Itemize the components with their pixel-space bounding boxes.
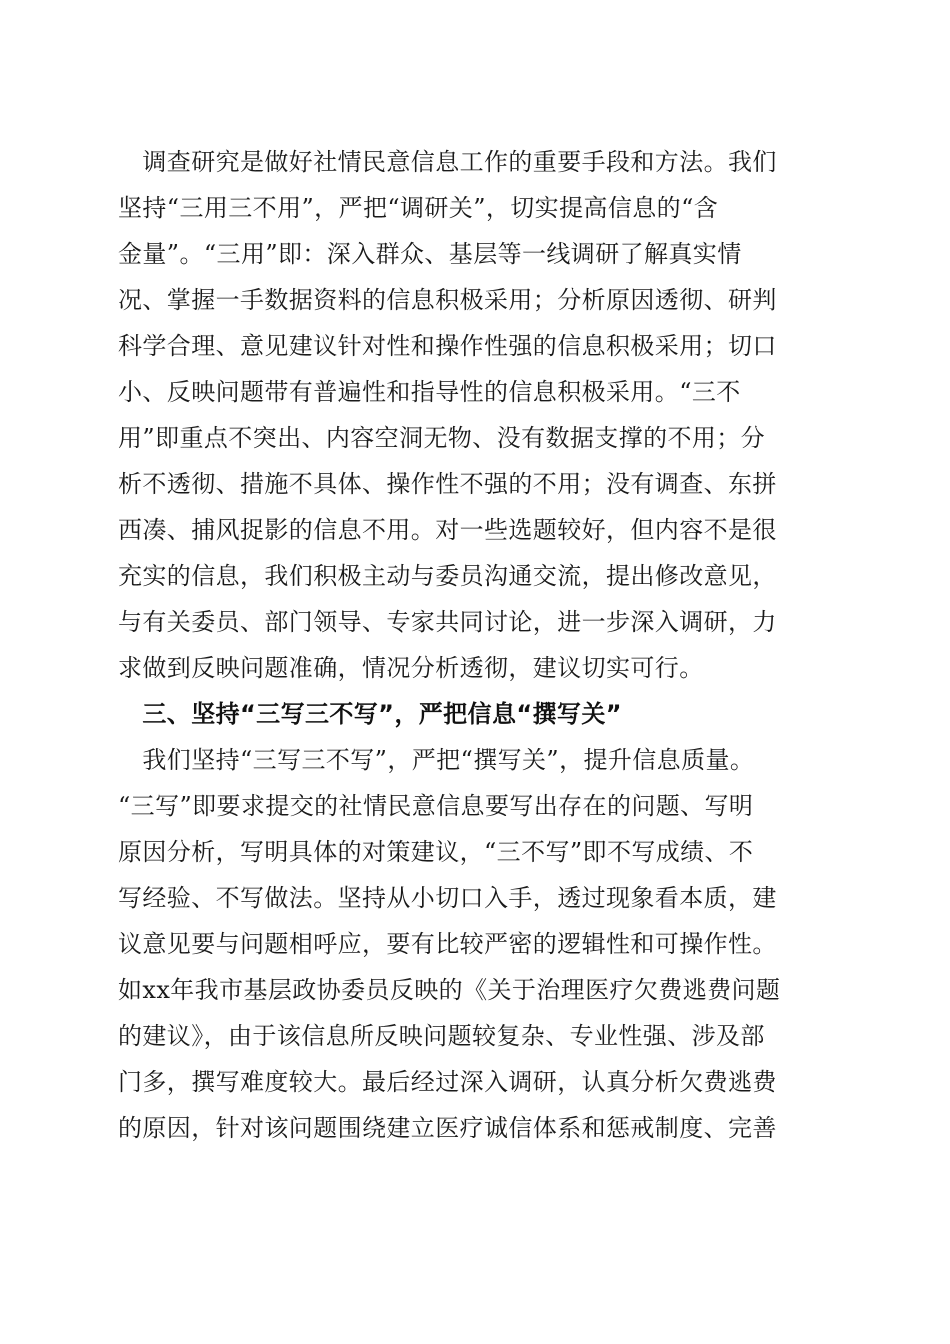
paragraph-line: 析不透彻、措施不具体、操作性不强的不用；没有调查、东拼 — [118, 470, 777, 498]
paragraph-line: 写经验、不写做法。坚持从小切口入手，透过现象看本质，建 — [118, 884, 777, 912]
paragraph-line: 西凑、捕风捉影的信息不用。对一些选题较好，但内容不是很 — [118, 516, 777, 544]
paragraph-line: 小、反映问题带有普遍性和指导性的信息积极采用。“三不 — [118, 378, 741, 406]
section-heading: 三、坚持“三写三不写”，严把信息“撰写关” — [118, 700, 622, 728]
paragraph-line: “三写”即要求提交的社情民意信息要写出存在的问题、写明 — [118, 792, 754, 820]
paragraph-line: 的建议》，由于该信息所反映问题较复杂、专业性强、涉及部 — [118, 1022, 765, 1050]
paragraph-line: 议意见要与问题相呼应，要有比较严密的逻辑性和可操作性。 — [118, 930, 777, 958]
paragraph-line: 我们坚持“三写三不写”，严把“撰写关”，提升信息质量。 — [118, 746, 755, 774]
paragraph-line: 调查研究是做好社情民意信息工作的重要手段和方法。我们 — [118, 148, 777, 176]
paragraph-line: 科学合理、意见建议针对性和操作性强的信息积极采用；切口 — [118, 332, 777, 360]
paragraph-line: 原因分析，写明具体的对策建议，“三不写”即不写成绩、不 — [118, 838, 754, 866]
paragraph-line: 如xx年我市基层政协委员反映的《关于治理医疗欠费逃费问题 — [118, 976, 781, 1004]
paragraph-line: 求做到反映问题准确，情况分析透彻，建议切实可行。 — [118, 654, 704, 682]
paragraph-line: 的原因，针对该问题围绕建立医疗诚信体系和惩戒制度、完善 — [118, 1114, 777, 1142]
paragraph-line: 门多，撰写难度较大。最后经过深入调研，认真分析欠费逃费 — [118, 1068, 777, 1096]
paragraph-line: 况、掌握一手数据资料的信息积极采用；分析原因透彻、研判 — [118, 286, 777, 314]
paragraph-line: 用”即重点不突出、内容空洞无物、没有数据支撑的不用；分 — [118, 424, 766, 452]
paragraph-line: 金量”。“三用”即：深入群众、基层等一线调研了解真实情 — [118, 240, 742, 268]
paragraph-line: 坚持“三用三不用”，严把“调研关”，切实提高信息的“含 — [118, 194, 719, 222]
paragraph-line: 与有关委员、部门领导、专家共同讨论，进一步深入调研，力 — [118, 608, 777, 636]
paragraph-line: 充实的信息，我们积极主动与委员沟通交流，提出修改意见， — [118, 562, 777, 590]
